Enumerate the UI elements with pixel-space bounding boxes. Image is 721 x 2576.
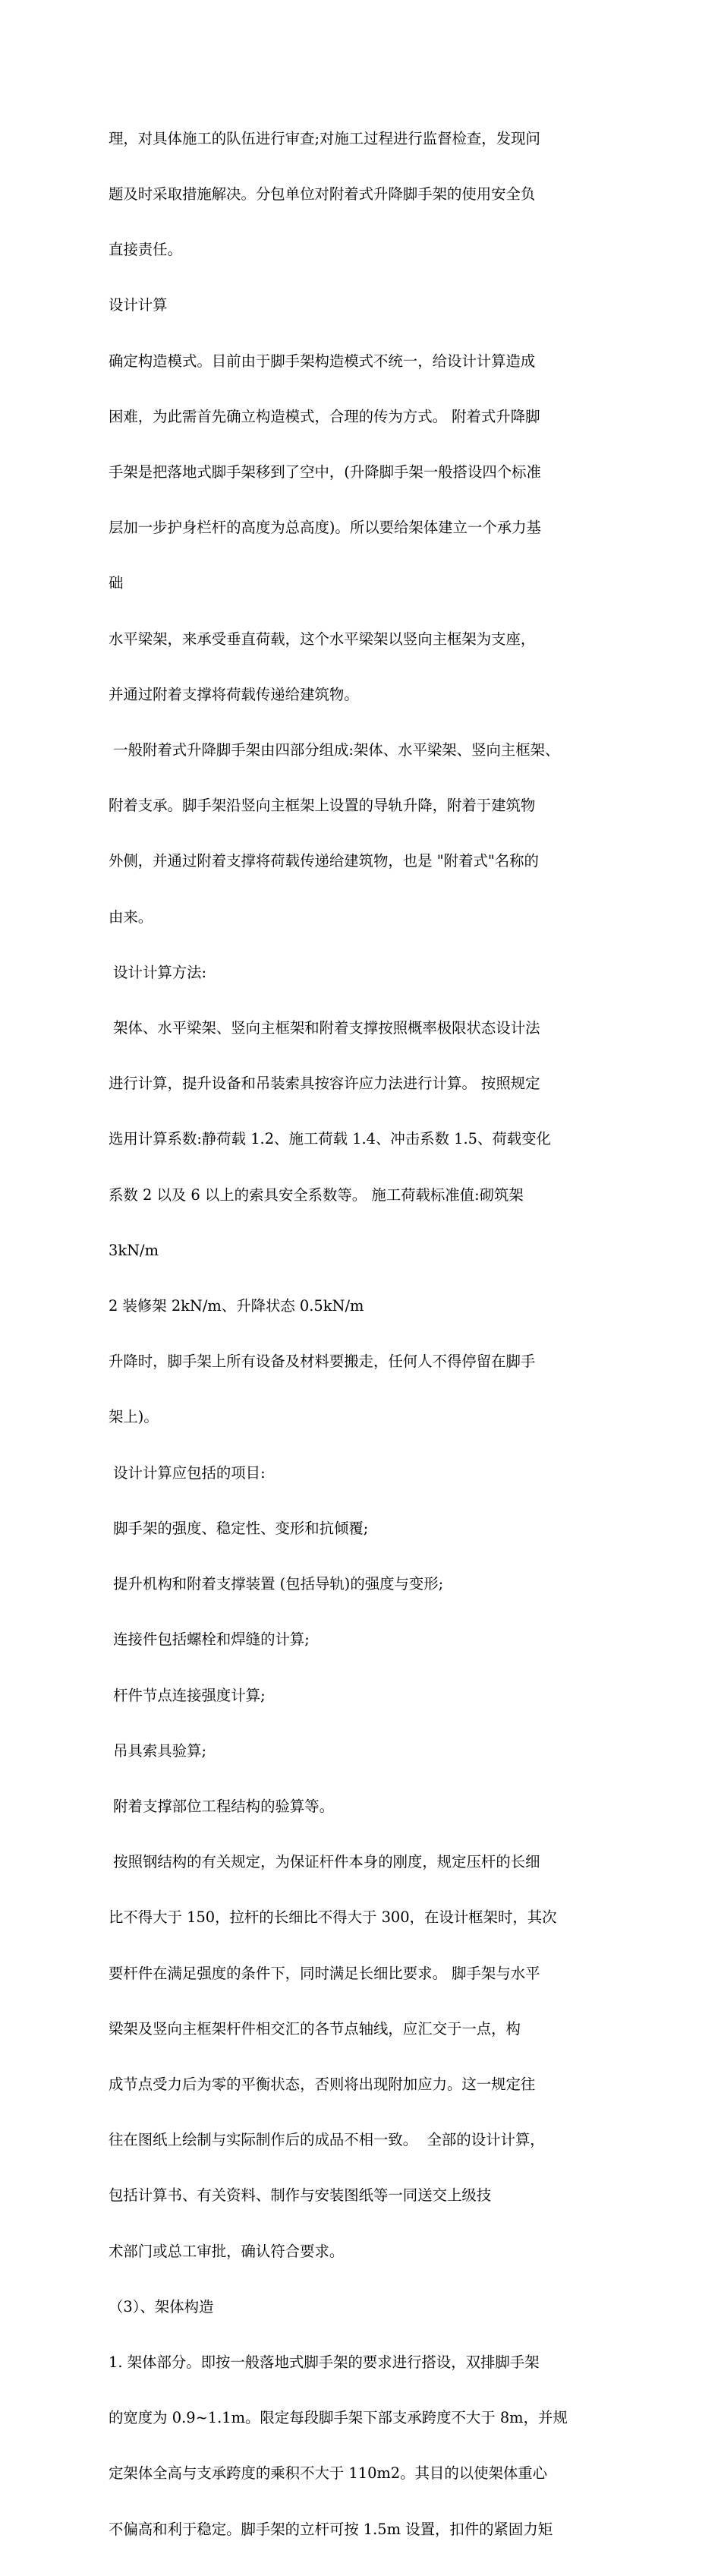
text-line: 层加一步护身栏杆的高度为总高度)。所以要给架体建立一个承力基 (109, 519, 541, 537)
text-line: 题及时采取措施解决。分包单位对附着式升降脚手架的使用安全负 (109, 185, 536, 204)
text-line: 系数 2 以及 6 以上的索具安全系数等。 施工荷载标准值:砌筑架 (109, 1185, 524, 1204)
document-body (109, 93, 625, 2576)
list-item: 连接件包括螺栓和焊缝的计算; (109, 1631, 310, 1649)
text-line: 选用计算系数:静荷载 1.2、施工荷载 1.4、冲击系数 1.5、荷载变化 (109, 1130, 551, 1148)
text-line: 3kN/m (109, 1241, 159, 1259)
text-line: 往在图纸上绘制与实际制作后的成品不相一致。 全部的设计计算， (109, 2131, 545, 2149)
text-line: 的宽度为 0.9~1.1m。限定每段脚手架下部支承跨度不大于 8m，并规 (109, 2409, 568, 2427)
text-line: 升降时，脚手架上所有设备及材料要搬走，任何人不得停留在脚手 (109, 1353, 536, 1371)
text-line: 外侧，并通过附着支撑将荷载传递给建筑物，也是 "附着式"名称的 (109, 852, 539, 870)
text-line: 要杆件在满足强度的条件下，同时满足长细比要求。 脚手架与水平 (109, 1964, 540, 1982)
text-line: 术部门或总工审批，确认符合要求。 (109, 2242, 345, 2260)
text-line: 成节点受力后为零的平衡状态，否则将出现附加应力。这一规定往 (109, 2075, 536, 2093)
text-line: 并通过附着支撑将荷载传递给建筑物。 (109, 685, 359, 703)
section-heading: 设计计算方法: (109, 963, 207, 981)
text-line: 一般附着式升降脚手架由四部分组成:架体、水平梁架、竖向主框架、 (109, 741, 560, 759)
list-item: 杆件节点连接强度计算; (109, 1686, 266, 1704)
text-line: 按照钢结构的有关规定，为保证杆件本身的刚度，规定压杆的长细 (109, 1853, 540, 1871)
section-heading: 设计计算 (109, 296, 168, 314)
list-item: 吊具索具验算; (109, 1741, 207, 1760)
section-heading: （3）、架体构造 (109, 2297, 214, 2316)
text-line: 1. 架体部分。即按一般落地式脚手架的要求进行搭设，双排脚手架 (109, 2353, 540, 2371)
list-item: 提升机构和附着支撑装置 (包括导轨)的强度与变形; (109, 1575, 444, 1593)
text-line: 包括计算书、有关资料、制作与安装图纸等一同送交上级技 (109, 2186, 492, 2205)
text-line: 架上)。 (109, 1408, 159, 1426)
text-line: 确定构造模式。目前由于脚手架构造模式不统一，给设计计算造成 (109, 352, 536, 370)
text-line: 困难，为此需首先确立构造模式，合理的传为方式。 附着式升降脚 (109, 407, 540, 425)
text-line: 理，对具体施工的队伍进行审查;对施工过程进行监督检查，发现问 (109, 129, 540, 147)
list-item: 脚手架的强度、稳定性、变形和抗倾覆; (109, 1519, 369, 1537)
text-line: 不偏高和利于稳定。脚手架的立杆可按 1.5m 设置，扣件的紧固力矩 (109, 2520, 553, 2538)
text-line: 梁架及竖向主框架杆件相交汇的各节点轴线，应汇交于一点，构 (109, 2019, 521, 2038)
text-line: 手架是把落地式脚手架移到了空中，(升降脚手架一般搭设四个标准 (109, 463, 541, 481)
text-line: 由来。 (109, 908, 153, 926)
text-line: 附着支承。脚手架沿竖向主框架上设置的导轨升降，附着于建筑物 (109, 797, 536, 815)
text-line: 比不得大于 150，拉杆的长细比不得大于 300，在设计框架时，其次 (109, 1908, 557, 1927)
text-line: 水平梁架，来承受垂直荷载，这个水平梁架以竖向主框架为支座， (109, 630, 536, 648)
text-line: 定架体全高与支承跨度的乘积不大于 110m2。其目的以使架体重心 (109, 2464, 548, 2483)
text-line: 架体、水平梁架、竖向主框架和附着支撑按照概率极限状态设计法 (109, 1019, 540, 1037)
section-heading: 设计计算应包括的项目: (109, 1463, 266, 1482)
text-line: 进行计算，提升设备和吊装索具按容许应力法进行计算。 按照规定 (109, 1075, 540, 1093)
text-line: 2 装修架 2kN/m、升降状态 0.5kN/m (109, 1297, 364, 1315)
list-item: 附着支撑部位工程结构的验算等。 (109, 1797, 335, 1815)
text-line: 础 (109, 574, 124, 592)
text-line: 直接责任。 (109, 241, 182, 259)
